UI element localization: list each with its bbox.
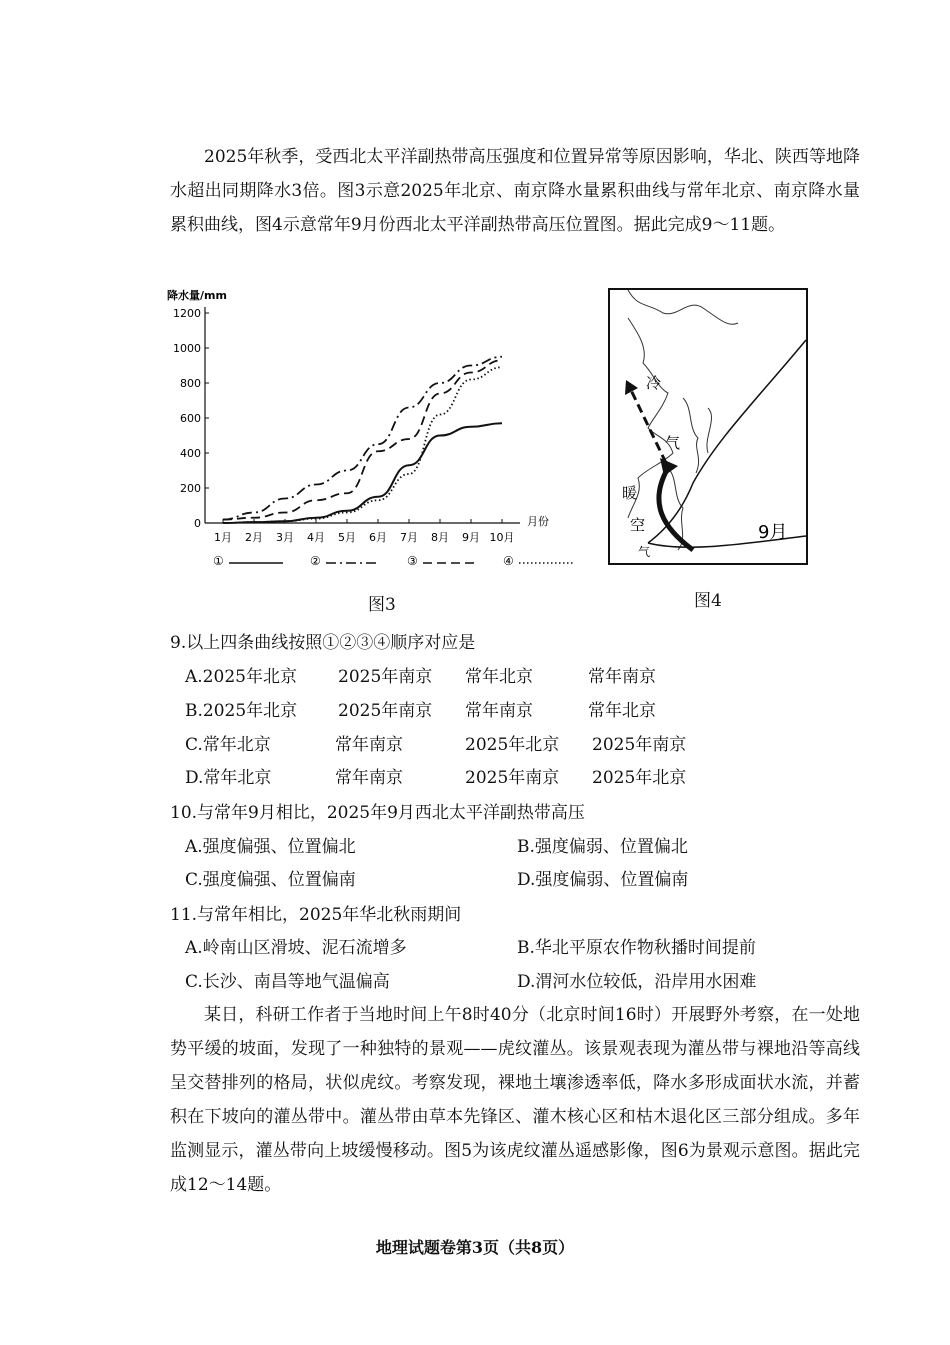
q9-option-d-4: 2025年北京: [592, 768, 687, 788]
y-tick-label: 0: [194, 517, 201, 530]
x-tick-label: 3月: [276, 531, 294, 544]
y-tick-label: 1000: [173, 342, 201, 355]
q11-option-d[interactable]: D.渭河水位较低，沿岸用水困难: [517, 972, 757, 992]
q9-option-b-3: 常年南京: [465, 701, 533, 721]
figure-3-chart: [165, 285, 585, 585]
question-11-stem: 11.与常年相比，2025年华北秋雨期间: [170, 905, 462, 925]
x-tick-label: 9月: [462, 531, 480, 544]
legend-marker-3: ③: [407, 554, 418, 568]
series-line-2: [223, 357, 502, 520]
q10-option-a[interactable]: A.强度偏强、位置偏北: [185, 837, 356, 857]
q9-option-c-2: 常年南京: [335, 735, 403, 755]
q9-option-a-4: 常年南京: [588, 667, 656, 687]
label-cold: 冷: [646, 374, 662, 392]
label-qi-2: 气: [638, 545, 651, 559]
q9-option-b-1[interactable]: B.2025年北京: [185, 701, 298, 721]
label-warm: 暖: [622, 484, 638, 502]
q9-option-d-2: 常年南京: [335, 768, 403, 788]
x-tick-label: 7月: [400, 531, 418, 544]
y-tick-label: 1200: [173, 307, 201, 320]
series-line-3: [223, 360, 502, 519]
legend-marker-4: ④: [503, 554, 514, 568]
q9-option-d-1[interactable]: D.常年北京: [185, 768, 272, 788]
q10-option-c[interactable]: C.强度偏强、位置偏南: [185, 870, 356, 890]
legend-marker-1: ①: [213, 554, 224, 568]
page-footer: 地理试题卷第3页（共8页）: [375, 1238, 575, 1257]
q9-option-a-1[interactable]: A.2025年北京: [185, 667, 297, 687]
series-line-4: [223, 367, 502, 523]
q11-option-c[interactable]: C.长沙、南昌等地气温偏高: [185, 972, 390, 992]
label-qi-1: 气: [665, 434, 681, 452]
q9-option-b-4: 常年北京: [588, 701, 656, 721]
x-tick-label: 6月: [369, 531, 387, 544]
x-tick-label: 8月: [431, 531, 449, 544]
question-9-stem: 9.以上四条曲线按照①②③④顺序对应是: [170, 633, 476, 653]
q9-option-d-3: 2025年南京: [465, 768, 560, 788]
legend-marker-2: ②: [310, 554, 321, 568]
x-tick-label: 5月: [338, 531, 356, 544]
figure-4-map: [608, 288, 808, 565]
y-axis-label: 降水量/mm: [167, 289, 227, 302]
intro-passage-1: 2025年秋季，受西北太平洋副热带高压强度和位置异常等原因影响，华北、陕西等地降水超出同期降水3倍。图3示意2025年北京、南京降水量累积曲线与常年北京、南京降水量累积曲线，图4示意常年9月份西北太平洋副热带高压位置图。据此完成9～11题。: [170, 147, 860, 235]
q11-option-b[interactable]: B.华北平原农作物秋播时间提前: [517, 938, 756, 958]
y-tick-label: 600: [180, 412, 201, 425]
q9-option-c-1[interactable]: C.常年北京: [185, 735, 271, 755]
figure-3-caption: 图3: [368, 595, 396, 615]
label-september: 9月: [758, 522, 788, 543]
q10-option-b[interactable]: B.强度偏弱、位置偏北: [517, 837, 688, 857]
intro-passage-2: 某日，科研工作者于当地时间上午8时40分（北京时间16时）开展野外考察，在一处地势平缓的坡面，发现了一种独特的景观——虎纹灌丛。该景观表现为灌丛带与裸地沿等高线呈交替排列的格局，状似虎纹。考察发现，裸地土壤渗透率低，降水多形成面状水流，并蓄积在下坡向的灌丛带中。灌丛带由草本先锋区、灌木核心区和枯木退化区三部分组成。多年监测显示，灌丛带向上坡缓慢移动。图5为该虎纹灌丛遥感影像，图6为景观示意图。据此完成12～14题。: [170, 1005, 860, 1195]
x-axis-label: 月份: [527, 515, 549, 528]
y-tick-label: 800: [180, 377, 201, 390]
figure-4-caption: 图4: [694, 591, 722, 611]
q11-option-a[interactable]: A.岭南山区滑坡、泥石流增多: [185, 938, 407, 958]
x-tick-label: 10月: [489, 531, 515, 544]
q9-option-c-4: 2025年南京: [592, 735, 687, 755]
x-tick-label: 2月: [245, 531, 263, 544]
y-tick-label: 200: [180, 482, 201, 495]
q10-option-d[interactable]: D.强度偏弱、位置偏南: [517, 870, 689, 890]
x-tick-label: 4月: [307, 531, 325, 544]
q9-option-a-2: 2025年南京: [338, 667, 433, 687]
x-tick-label: 1月: [214, 531, 232, 544]
q9-option-b-2: 2025年南京: [338, 701, 433, 721]
label-kong: 空: [630, 516, 646, 534]
q9-option-c-3: 2025年北京: [465, 735, 560, 755]
question-10-stem: 10.与常年9月相比，2025年9月西北太平洋副热带高压: [170, 803, 585, 823]
y-tick-label: 400: [180, 447, 201, 460]
q9-option-a-3: 常年北京: [465, 667, 533, 687]
